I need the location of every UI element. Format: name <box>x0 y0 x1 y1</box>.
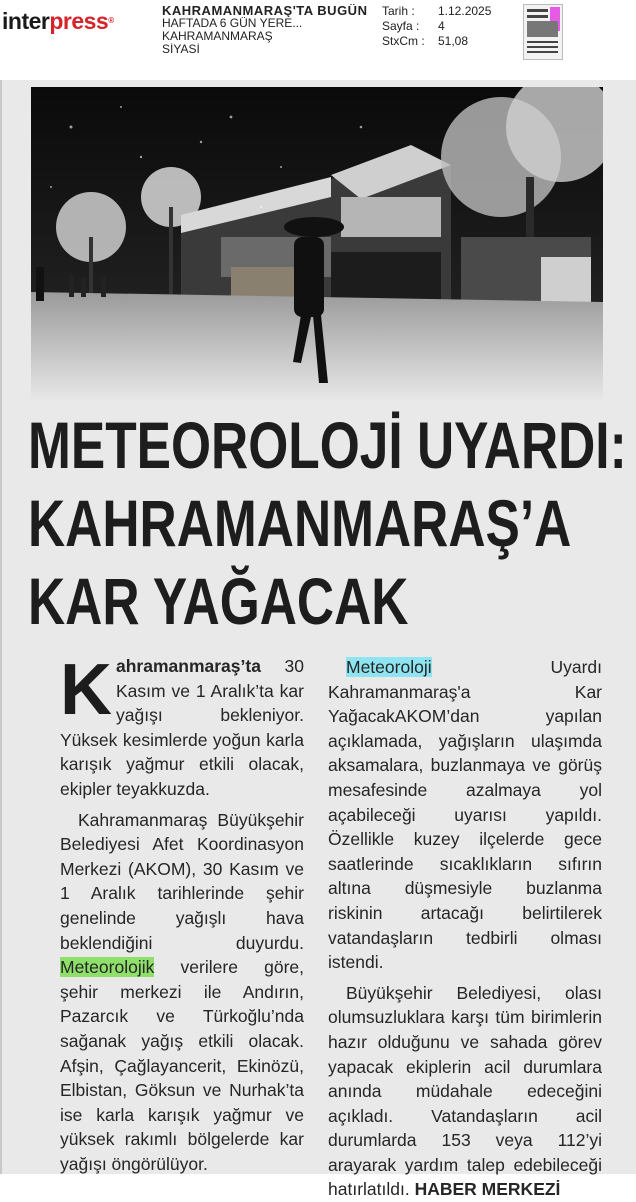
publication-info <box>162 4 382 56</box>
interpress-logo <box>2 7 114 35</box>
meta-row-size <box>382 34 518 49</box>
drop-cap: K <box>60 650 112 730</box>
paragraph-2 <box>60 808 304 1177</box>
meta-row-page <box>382 19 518 34</box>
lead-text: 30 Kasım ve 1 Aralık’ta kar yağışı bekleniyor. Yüksek kesimlerde yoğun karla karışık yağmur etkili olacak, ekipler teyakkuzda. <box>60 656 304 799</box>
headline-line-1: METEOROLOJİ UYARDI: <box>28 408 627 482</box>
headline-line-3: KAR YAĞACAK <box>28 564 409 638</box>
paragraph-2-text: Kahramanmaraş Büyükşehir Belediyesi Afet Koordinasyon Merkezi (AKOM), 30 Kasım ve 1 Aralık tarihlerinde şehir genelinde yağışlı hava beklendiğini duyurdu. <box>60 809 304 953</box>
thumbnail-line <box>527 15 548 18</box>
article-headline <box>28 406 627 640</box>
paragraph-2-rest: verilere göre, şehir merkezi ile Andırın, Pazarcık ve Türkoğlu’nda sağanak yağış etkili olacak. Afşin, Çağlayancerit, Ekinözü, Elbistan, Göksun ve Nurhak’ta ise karla karışık yağmur ve yüksek rakımlı bölgelerde kar yağışı öngörülüyor. <box>60 957 304 1174</box>
logo-part1: inter <box>2 8 50 34</box>
thumbnail-line <box>527 41 558 43</box>
thumbnail-line <box>527 46 558 48</box>
meta-row-date <box>382 4 518 19</box>
meta-key: Sayfa : <box>382 19 420 33</box>
logo-part2: press <box>49 8 109 34</box>
clipping-meta <box>382 4 518 49</box>
meta-key: StxCm : <box>382 34 425 48</box>
snow-street-photo <box>31 87 603 401</box>
lead-bold-text: ahramanmaraş’ta <box>116 656 261 676</box>
byline: HABER MERKEZİ <box>414 1179 561 1200</box>
meta-value: 1.12.2025 <box>438 4 492 18</box>
publication-category: SİYASİ <box>162 43 200 56</box>
photo-illustration <box>31 87 603 401</box>
publication-name: KAHRAMANMARAŞ'TA BUGÜN <box>162 4 368 17</box>
thumbnail-line <box>527 51 558 53</box>
headline-line-2: KAHRAMANMARAŞ’A <box>28 486 572 560</box>
thumbnail-line <box>527 9 548 12</box>
paragraph-lead <box>60 650 304 802</box>
paragraph-3 <box>328 655 602 975</box>
meta-key: Tarih : <box>382 4 415 18</box>
page-thumbnail[interactable] <box>523 4 563 60</box>
highlight-meteorolojik: Meteorolojik <box>60 957 155 978</box>
thumbnail-block <box>527 21 558 37</box>
meta-value: 4 <box>438 19 445 33</box>
paragraph-3-text: Uyardı Kahramanmaraş'a Kar YağacakAKOM’dan yapılan açıklamada, yağışların ulaşımda aksamalara, buzlanmaya ve görüş mesafesinde azalmaya yol açabileceği uyarısı yapıldı. Özellikle kuzey ilçelerde gece saatlerinde sıcaklıkların sıfırın altına düşmesiyle buzlanma riskinin artacağı belirtilerek vatandaşların tedbirli olması istendi. <box>328 657 602 973</box>
paragraph-4-text: Büyükşehir Belediyesi, olası olumsuzluklara karşı tüm birimlerin hazır olduğunu ve sahada görev yapacak ekiplerin acil durumlara anında müdahale edeceğini açıkladı. Vatandaşların acil durumlarda 153 veya 112’yi arayarak yardım talep edebileceği hatırlatıldı. <box>328 982 602 1200</box>
publication-frequency: HAFTADA 6 GÜN YERE... <box>162 17 303 30</box>
article-column-1 <box>60 650 304 1176</box>
meta-value: 51,08 <box>438 34 469 48</box>
publication-city: KAHRAMANMARAŞ <box>162 30 273 43</box>
paragraph-4 <box>328 981 602 1202</box>
highlight-meteoroloji: Meteoroloji <box>346 657 432 677</box>
logo-registered-mark: ® <box>108 16 114 25</box>
article-column-2 <box>328 655 602 1202</box>
clipping-header <box>0 0 636 80</box>
